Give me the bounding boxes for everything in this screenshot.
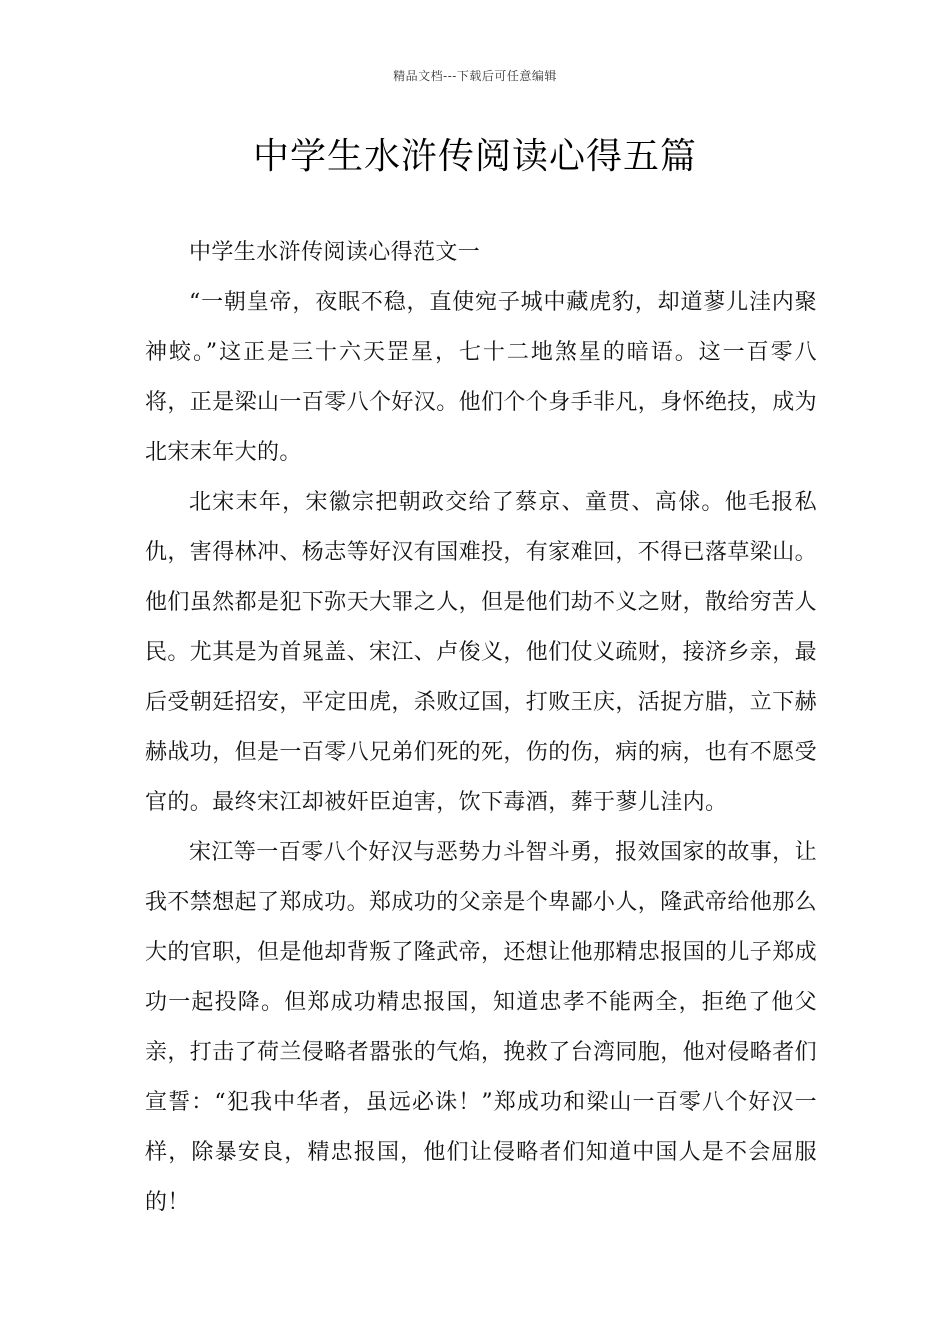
header-note: 精品文档---下载后可任意编辑 [393,69,557,83]
section-heading: 中学生水浒传阅读心得范文一 [189,240,481,265]
paragraph: “一朝皇帝，夜眠不稳，直使宛子城中藏虎豹，却道蓼儿洼内聚神蛟。”这正是三十六天罡星，七十二地煞星的暗语。这一百零八将，正是梁山一百零八个好汉。他们个个身手非凡，身怀绝技，成为北宋末年大的。 [145,290,818,465]
document-title: 中学生水浒传阅读心得五篇 [252,136,697,177]
paragraph: 北宋末年，宋徽宗把朝政交给了蔡京、童贯、高俅。他毛报私仇，害得林冲、杨志等好汉有国难投，有家难回，不得已落草梁山。他们虽然都是犯下弥天大罪之人，但是他们劫不义之财，散给穷苦人民。尤其是为首晁盖、宋江、卢俊义，他们仗义疏财，接济乡亲，最后受朝廷招安，平定田虎，杀败辽国，打败王庆，活捉方腊，立下赫赫战功，但是一百零八兄弟们死的死，伤的伤，病的病，也有不愿受官的。最终宋江却被奸臣迫害，饮下毒酒，葬于蓼儿洼内。 [145,490,818,815]
paragraph: 宋江等一百零八个好汉与恶势力斗智斗勇，报效国家的故事，让我不禁想起了郑成功。郑成功的父亲是个卑鄙小人，隆武帝给他那么大的官职，但是他却背叛了隆武帝，还想让他那精忠报国的儿子郑成功一起投降。但郑成功精忠报国，知道忠孝不能两全，拒绝了他父亲，打击了荷兰侵略者嚣张的气焰，挽救了台湾同胞，他对侵略者们宣誓：“犯我中华者，虽远必诛！”郑成功和梁山一百零八个好汉一样，除暴安良，精忠报国，他们让侵略者们知道中国人是不会屈服的！ [145,840,818,1215]
document-body [145,228,817,1228]
